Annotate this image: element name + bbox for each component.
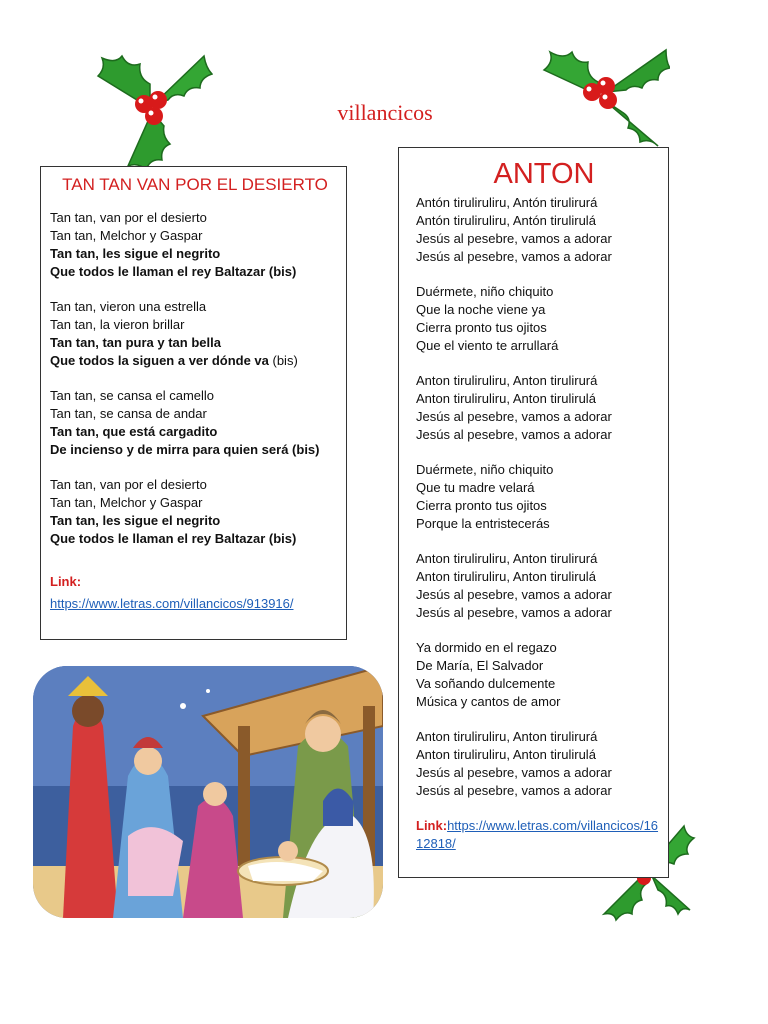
stanza <box>50 209 346 281</box>
lyric-line: Anton tiruliruliru, Anton tirulirulá <box>416 391 596 406</box>
lyric-line: Tan tan, van por el desierto <box>50 477 207 492</box>
lyric-line: Porque la entristecerás <box>416 516 550 531</box>
lyric-line: Cierra pronto tus ojitos <box>416 498 547 513</box>
lyric-line: Va soñando dulcemente <box>416 676 556 691</box>
nativity-scene-image <box>33 666 383 918</box>
stanza <box>416 283 668 355</box>
lyric-line: Jesús al pesebre, vamos a adorar <box>416 427 612 442</box>
song-title: ANTON <box>493 158 595 190</box>
lyric-line: Anton tiruliruliru, Anton tirulirurá <box>416 373 598 388</box>
stanza <box>50 476 346 548</box>
lyric-line: Ya dormido en el regazo <box>416 640 557 655</box>
lyric-line: Antón tiruliruliru, Antón tirulirulá <box>416 213 596 228</box>
lyric-line: Anton tiruliruliru, Anton tirulirurá <box>416 729 598 744</box>
lyric-line: Jesús al pesebre, vamos a adorar <box>416 587 612 602</box>
lyric-line: De María, El Salvador <box>416 658 544 673</box>
lyric-line: Jesús al pesebre, vamos a adorar <box>416 249 612 264</box>
source-link[interactable]: https://www.letras.com/villancicos/913916/ <box>50 596 294 611</box>
lyric-line: Tan tan, van por el desierto <box>50 210 207 225</box>
lyric-line: Jesús al pesebre, vamos a adorar <box>416 605 612 620</box>
lyric-line: Tan tan, la vieron brillar <box>50 317 185 332</box>
lyric-line: Tan tan, que está cargadito <box>50 424 218 439</box>
lyric-line: Música y cantos de amor <box>416 694 561 709</box>
stanza <box>416 550 668 622</box>
lyric-line: Duérmete, niño chiquito <box>416 284 554 299</box>
stanza <box>50 387 346 459</box>
lyric-line: Que todos le llaman el rey Baltazar (bis) <box>50 531 297 546</box>
lyric-line: Anton tiruliruliru, Anton tirulirulá <box>416 747 596 762</box>
source-link-block <box>50 574 346 613</box>
source-link[interactable]: https://www.letras.com/villancicos/1612818/ <box>416 818 659 851</box>
stanza <box>416 461 668 533</box>
lyric-line: Que el viento te arrullará <box>416 338 559 353</box>
lyric-line: Tan tan, les sigue el negrito <box>50 246 221 261</box>
lyric-line: Cierra pronto tus ojitos <box>416 320 547 335</box>
lyric-text: Que todos la siguen a ver dónde va <box>50 353 269 368</box>
lyric-line: Tan tan, tan pura y tan bella <box>50 335 221 350</box>
bis-marker: (bis) <box>268 353 298 368</box>
lyric-line: Anton tiruliruliru, Anton tirulirurá <box>416 551 598 566</box>
lyric-line: Anton tiruliruliru, Anton tirulirulá <box>416 569 596 584</box>
stanza <box>416 372 668 444</box>
stanza <box>50 298 346 370</box>
lyric-line: Tan tan, les sigue el negrito <box>50 513 221 528</box>
stanza <box>416 194 668 266</box>
lyric-line: Que tu madre velará <box>416 480 535 495</box>
lyric-line: Antón tiruliruliru, Antón tirulirurá <box>416 195 598 210</box>
holly-icon <box>540 40 670 152</box>
link-label: Link: <box>416 818 448 833</box>
page-title: villancicos <box>337 100 433 125</box>
lyric-line: De incienso y de mirra para quien será (bis) <box>50 442 320 457</box>
lyric-line <box>50 352 346 370</box>
lyric-line: Jesús al pesebre, vamos a adorar <box>416 765 612 780</box>
song-box-tan-tan <box>40 166 347 640</box>
lyric-line: Jesús al pesebre, vamos a adorar <box>416 409 612 424</box>
source-link-block <box>416 817 661 853</box>
stanza <box>416 728 668 800</box>
lyric-line: Que la noche viene ya <box>416 302 546 317</box>
song-title: TAN TAN VAN POR EL DESIERTO <box>62 175 328 194</box>
song-box-anton <box>398 147 669 878</box>
link-label: Link: <box>50 574 82 589</box>
lyric-line: Jesús al pesebre, vamos a adorar <box>416 783 612 798</box>
lyric-line: Jesús al pesebre, vamos a adorar <box>416 231 612 246</box>
lyric-line: Tan tan, se cansa el camello <box>50 388 215 403</box>
holly-icon <box>88 38 213 173</box>
stanza <box>416 639 668 711</box>
lyric-line: Tan tan, Melchor y Gaspar <box>50 228 203 243</box>
lyric-line: Tan tan, se cansa de andar <box>50 406 207 421</box>
lyric-line: Duérmete, niño chiquito <box>416 462 554 477</box>
lyric-line: Que todos le llaman el rey Baltazar (bis) <box>50 264 297 279</box>
lyric-line: Tan tan, vieron una estrella <box>50 299 207 314</box>
nativity-illustration <box>33 666 383 918</box>
lyric-line: Tan tan, Melchor y Gaspar <box>50 495 203 510</box>
